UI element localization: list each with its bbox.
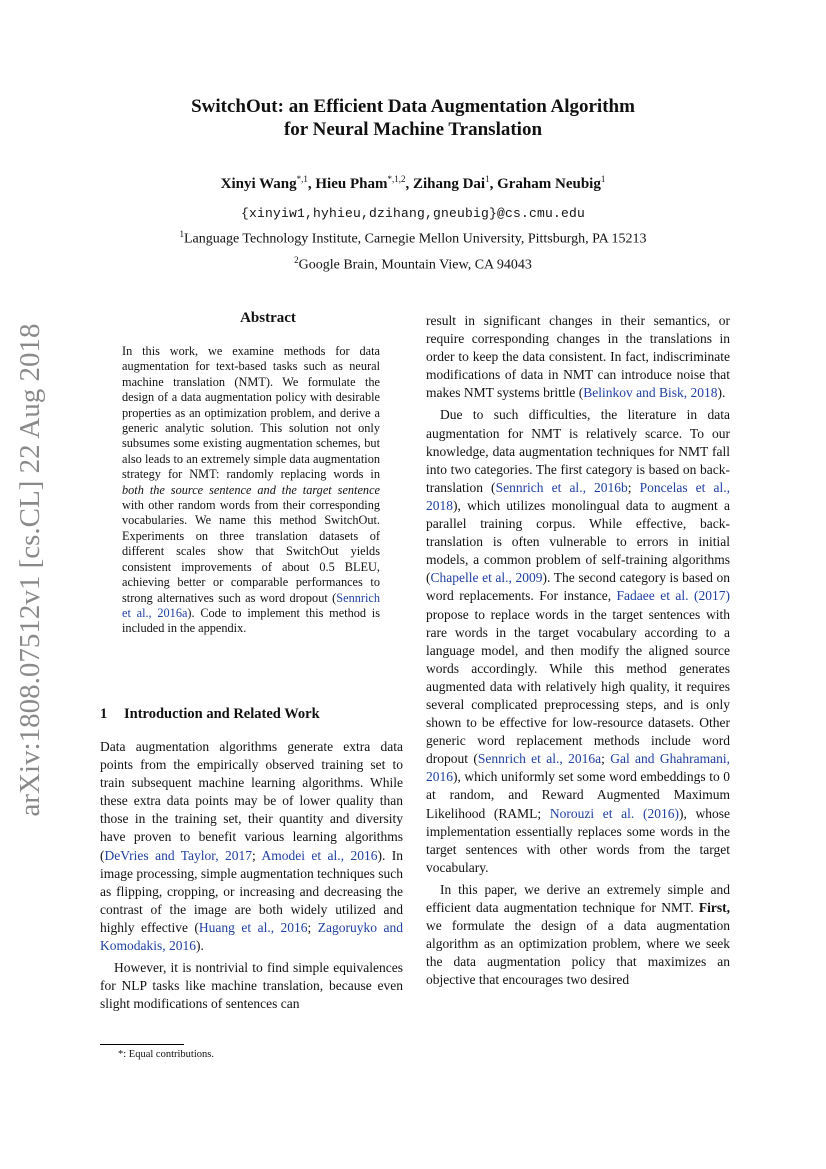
citation-link[interactable]: Norouzi et al. (2016): [549, 805, 679, 821]
citation-link[interactable]: Fadaee et al. (2017): [616, 588, 730, 604]
citation-link[interactable]: DeVries and Taylor, 2017: [104, 847, 253, 863]
affiliation-2: $^2$Google Brain, Mountain View, CA 94043: [294, 254, 532, 273]
paragraph: result in significant changes in their semantics, or require corresponding changes in the translations in order to keep the data consistent. In fact, indiscriminate modifications of data in NMT can introduce noise that makes NMT systems brittle (Belinkov and Bisk, 2018).: [426, 313, 730, 401]
citation-link[interactable]: Amodei et al., 2016: [261, 847, 378, 863]
abstract-heading: Abstract: [240, 310, 296, 326]
section-title: Introduction and Related Work: [124, 706, 320, 722]
author-list: [100, 170, 726, 193]
paragraph: However, it is nontrivial to find simple equivalences for NLP tasks like machine translation, because even slight modifications of sentences can: [100, 960, 403, 1012]
author: Hieu Pham$^{*,1,2}$,: [315, 174, 413, 192]
author-emails: {xinyiw1,hyhieu,dzihang,gneubig}@cs.cmu.edu: [240, 206, 586, 221]
affiliation-1: $^1$Language Technology Institute, Carnegie Mellon University, Pittsburgh, PA 15213: [179, 229, 647, 247]
paragraph: Due to such difficulties, the literature in data augmentation for NMT is relatively scarce. To our knowledge, data augmentation techniques for NMT fall into two categories. The first category is based on back-translation (Sennrich et al., 2016b; Poncelas et al., 2018), which utilizes monolingual data to augment a parallel training corpus. While effective, back-translation is often vulnerable to errors in initial models, a common problem of self-training algorithms (Chapelle et al., 2009). The second category is based on word replacements. For instance, Fadaee et al. (2017) propose to replace words in the target sentences with rare words in the target vocabulary according to a language model, and then modify the aligned source words accordingly. While this method generates augmented data with relatively high quality, it requires several complicated preprocessing steps, and is only shown to be effective for low-resource datasets. Other generic word replacement methods include word dropout (Sennrich et al., 2016a; Gal and Ghahramani, 2016), which uniformly set some word embeddings to 0 at random, and Reward Augmented Maximum Likelihood (RAML; Norouzi et al. (2016)), whose implementation essentially replaces some words in the target sentences with other words from the target vocabulary.: [426, 407, 730, 875]
section-number: 1: [100, 706, 108, 722]
arxiv-identifier-stamp: arXiv:1808.07512v1 [cs.CL] 22 Aug 2018: [14, 323, 46, 817]
paragraph: Data augmentation algorithms generate extra data points from the empirically observed training set to train subsequent machine learning algorithms. While these extra data points may be of lower quality than those in the training set, their quantity and diversity have proven to benefit various learning algorithms (DeVries and Taylor, 2017; Amodei et al., 2016). In image processing, simple augmentation techniques such as flipping, cropping, or increasing and decreasing the contrast of the image are both widely utilized and highly effective (Huang et al., 2016; Zagoruyko and Komodakis, 2016).: [100, 739, 403, 954]
citation-link[interactable]: Sennrich et al., 2016a: [477, 751, 602, 767]
citation-link[interactable]: Gal and Ghahramani, 2016: [426, 751, 730, 785]
citation-link[interactable]: Chapelle et al., 2009: [430, 570, 543, 586]
title-line-1: SwitchOut: an Efficient Data Augmentation Algorithm: [191, 96, 635, 117]
citation-link[interactable]: Zagoruyko and Komodakis, 2016: [100, 919, 403, 954]
author: Zihang Dai$^1$,: [412, 174, 498, 192]
right-column: [426, 312, 730, 993]
footnote: *: Equal contributions.: [118, 1049, 214, 1060]
citation-link[interactable]: Sennrich et al., 2016a: [122, 590, 380, 620]
citation-link[interactable]: Huang et al., 2016: [198, 919, 308, 935]
left-column: [100, 738, 403, 1017]
affiliations: [100, 204, 726, 275]
author: Xinyi Wang$^{*,1}$,: [220, 174, 316, 192]
citation-link[interactable]: Sennrich et al., 2016b: [495, 479, 628, 495]
paragraph: In this paper, we derive an extremely simple and efficient data augmentation technique for NMT. First, we formulate the design of a data augmentation algorithm as an optimization problem, where we seek the data augmentation policy that maximizes an objective that encourages two desired: [426, 881, 730, 988]
abstract-body: In this work, we examine methods for data augmentation for text-based tasks such as neural machine translation (NMT). We formulate the design of a data augmentation policy with desirable properties as an optimization problem, and derive a generic analytic solution. This solution not only subsumes some existing augmentation schemes, but also leads to an extremely simple data augmentation strategy for NMT: randomly replacing words in both the source sentence and the target sentence with other random words from their corresponding vocabularies. We name this method SwitchOut. Experiments on three translation datasets of different scales show that SwitchOut yields consistent improvements of about 0.5 BLEU, achieving better or comparable performances to strong alternatives such as word dropout (Sennrich et al., 2016a). Code to implement this method is included in the appendix.: [122, 344, 380, 636]
title-line-2: for Neural Machine Translation: [283, 119, 543, 140]
section-heading: [100, 706, 410, 723]
citation-link[interactable]: Belinkov and Bisk, 2018: [583, 385, 718, 401]
citation-link[interactable]: Poncelas et al., 2018: [426, 479, 730, 513]
footnote-rule: [100, 1044, 184, 1045]
author: Graham Neubig$^1$: [497, 174, 606, 192]
paper-title: [100, 95, 726, 141]
